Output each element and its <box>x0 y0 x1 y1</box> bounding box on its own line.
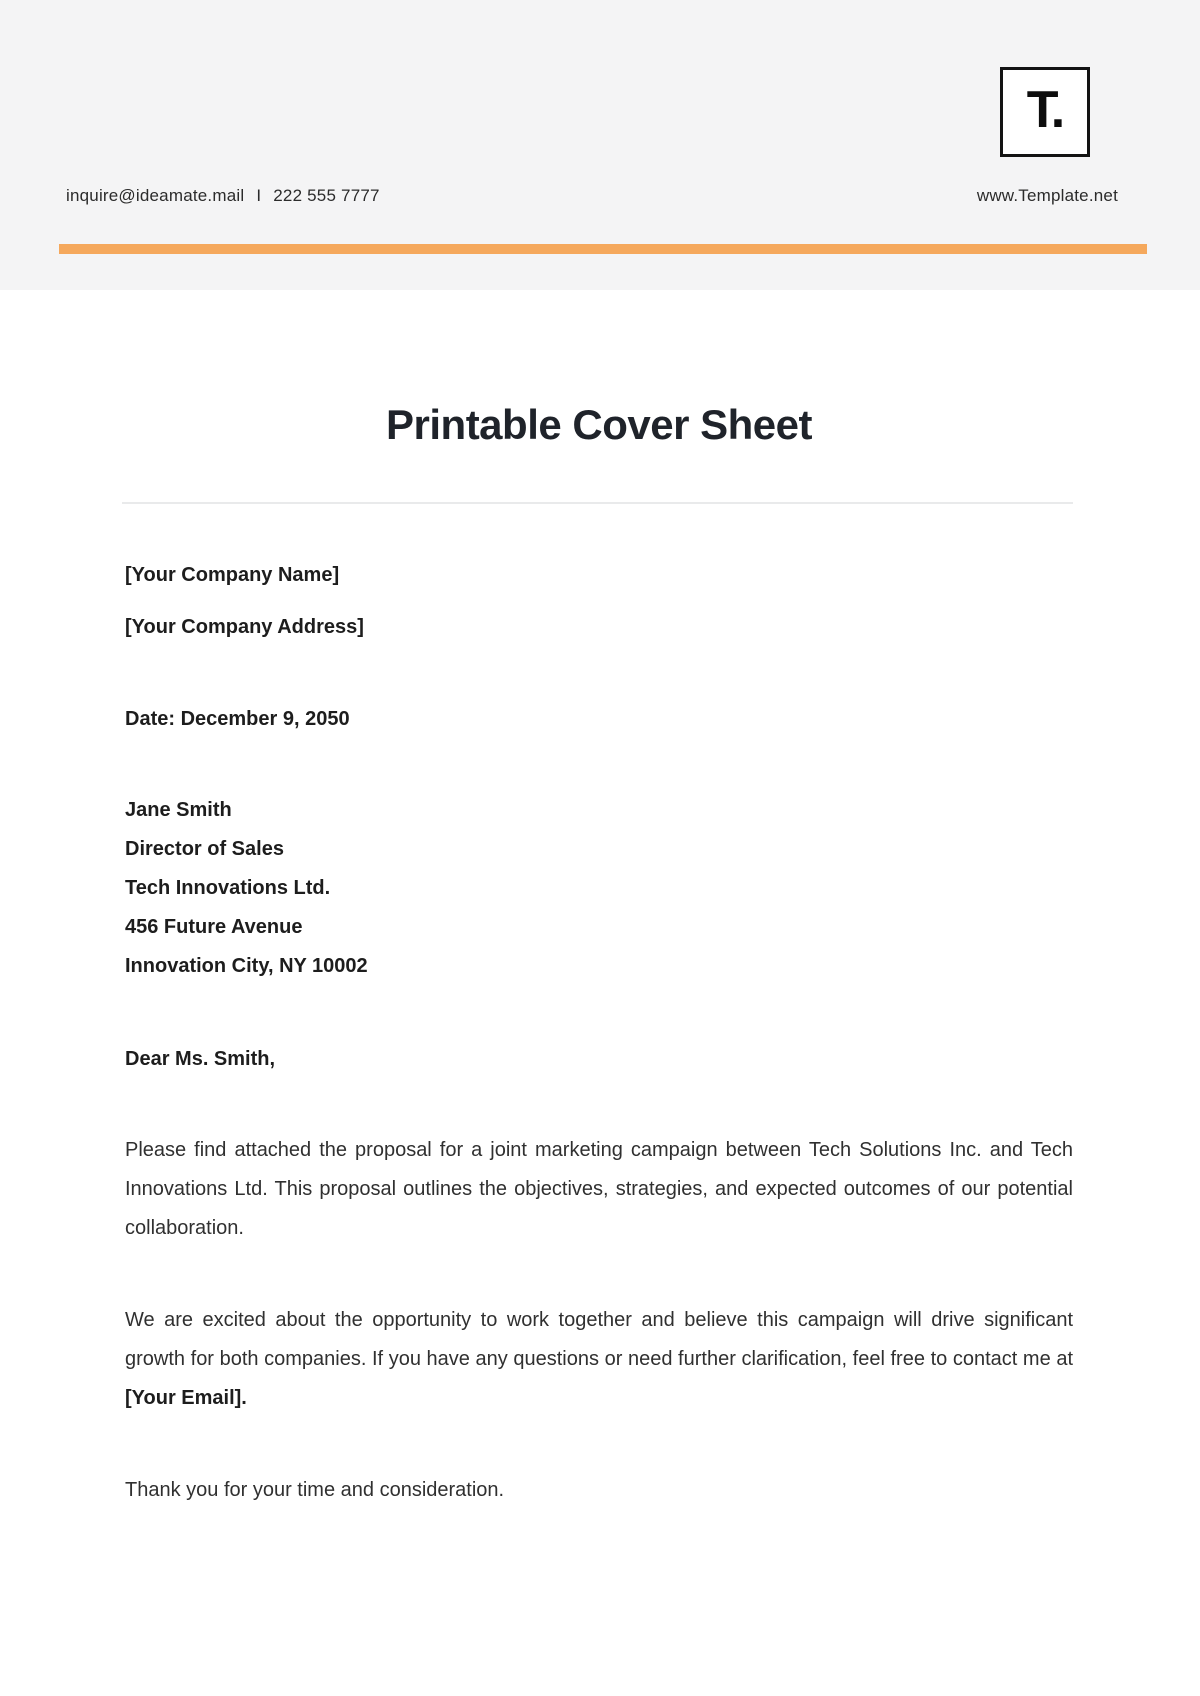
logo-letter-icon: T. <box>1026 81 1064 139</box>
page-title: Printable Cover Sheet <box>386 401 812 448</box>
recipient-job-title: Director of Sales <box>125 838 284 860</box>
paragraph-2-text: We are excited about the opportunity to work together and believe this campaign will drive significant growth for both companies. If you have any questions or need further clarification, feel free to contact me at <box>125 1309 1073 1370</box>
company-name-placeholder: [Your Company Name] <box>125 564 340 586</box>
page-header <box>0 0 1200 290</box>
contact-phone: 222 555 7777 <box>273 186 380 205</box>
contact-email: inquire@ideamate.mail <box>66 186 245 205</box>
recipient-name: Jane Smith <box>125 799 232 821</box>
contact-separator: I <box>256 186 262 205</box>
recipient-company: Tech Innovations Ltd. <box>125 877 331 899</box>
accent-bar <box>59 244 1147 254</box>
header-contact-left <box>66 186 380 206</box>
recipient-street: 456 Future Avenue <box>125 916 303 938</box>
letter-body <box>0 401 1200 1510</box>
paragraph-1: Please find attached the proposal for a joint marketing campaign between Tech Solutions Inc. and Tech Innovations Ltd. This proposal outlines the objectives, strategies, and expected outcomes of our potential collaboration. <box>125 1139 1073 1239</box>
website-link: www.Template.net <box>976 186 1118 205</box>
company-address-placeholder: [Your Company Address] <box>125 616 364 638</box>
email-placeholder: [Your Email]. <box>125 1387 247 1409</box>
date-line: Date: December 9, 2050 <box>125 708 350 730</box>
company-logo <box>1000 67 1090 157</box>
recipient-city: Innovation City, NY 10002 <box>125 955 368 977</box>
title-divider <box>122 502 1073 504</box>
paragraph-2 <box>125 1301 1073 1418</box>
salutation: Dear Ms. Smith, <box>125 1048 276 1070</box>
header-contact-row <box>66 186 1118 206</box>
closing-line: Thank you for your time and consideration. <box>125 1479 505 1501</box>
recipient-block <box>125 791 1073 986</box>
